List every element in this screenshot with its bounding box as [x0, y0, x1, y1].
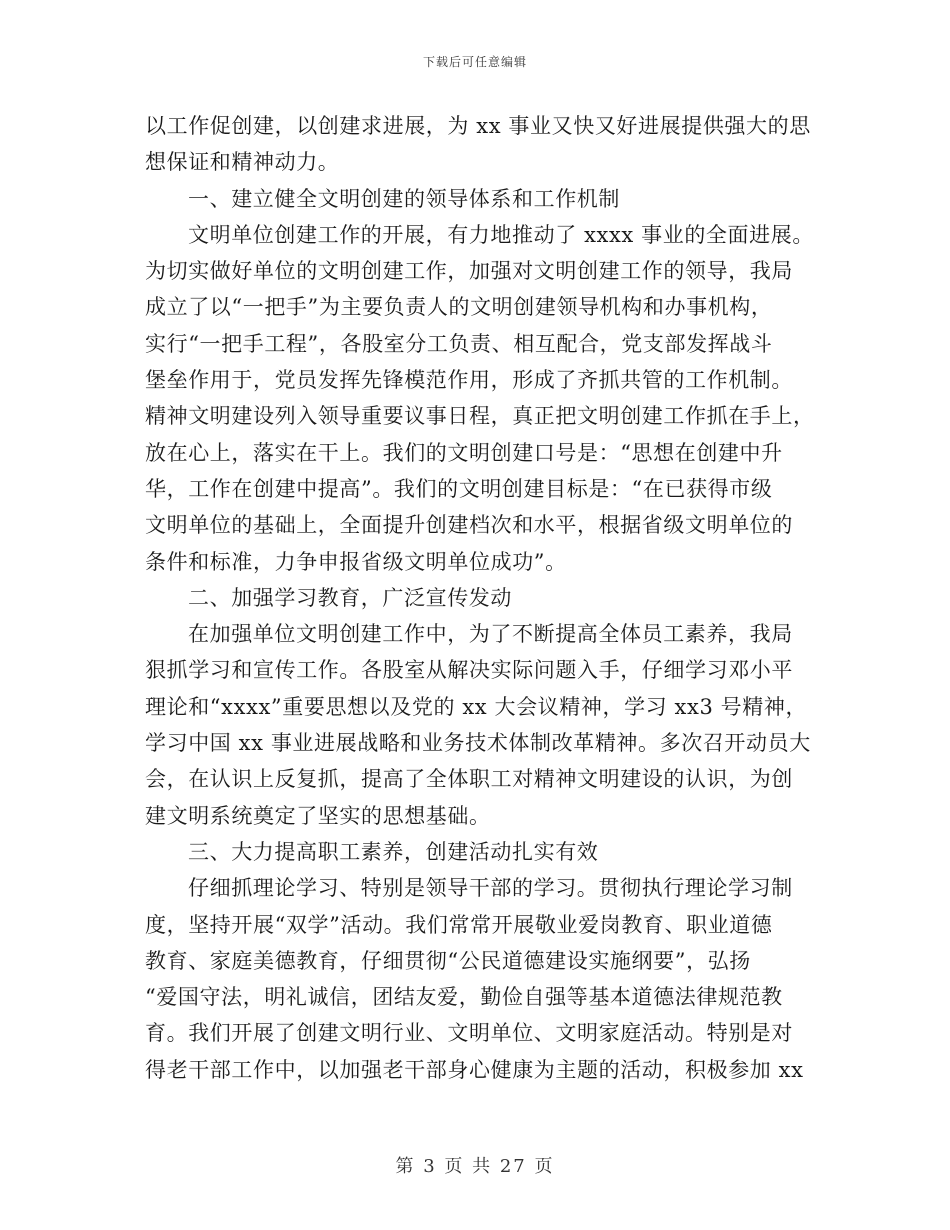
- text-line: 教育、家庭美德教育，仔细贯彻“公民道德建设实施纲要”，弘扬: [145, 948, 751, 973]
- paragraph-first-line: 一、建立健全文明创建的领导体系和工作机制: [188, 186, 620, 211]
- page-number: 第 3 页 共 27 页: [395, 1156, 555, 1177]
- paragraph-first-line: 在加强单位文明创建工作中，为了不断提高全体员工素养，我局: [188, 622, 793, 647]
- text-line: 学习中国 xx 事业进展战略和业务技术体制改革精神。多次召开动员大: [145, 731, 811, 756]
- paragraph-first-line: 三、大力提高职工素养，创建活动扎实有效: [188, 839, 599, 864]
- text-line: 想保证和精神动力。: [145, 150, 340, 175]
- text-line: 实行“一把手工程”，各股室分工负责、相互配合，党支部发挥战斗: [145, 331, 773, 356]
- text-line: 为切实做好单位的文明创建工作，加强对文明创建工作的领导，我局: [145, 259, 793, 284]
- text-line: 会，在认识上反复抓，提高了全体职工对精神文明建设的认识，为创: [145, 767, 793, 792]
- text-line: 华，工作在创建中提高”。我们的文明创建目标是：“在已获得市级: [145, 476, 773, 501]
- paragraph-first-line: 二、加强学习教育，广泛宣传发动: [188, 585, 512, 610]
- text-line: 狠抓学习和宣传工作。各股室从解决实际问题入手，仔细学习邓小平: [145, 658, 793, 683]
- paragraph-first-line: 仔细抓理论学习、特别是领导干部的学习。贯彻执行理论学习制: [188, 876, 793, 901]
- text-line: 得老干部工作中，以加强老干部身心健康为主题的活动，积极参加 xx: [145, 1057, 804, 1082]
- text-line: 堡垒作用于，党员发挥先锋模范作用，形成了齐抓共管的工作机制。: [145, 368, 793, 393]
- paragraph-first-line: 文明单位创建工作的开展，有力地推动了 xxxx 事业的全面进展。: [188, 222, 814, 247]
- text-line: 放在心上，落实在干上。我们的文明创建口号是：“思想在创建中升: [145, 440, 783, 465]
- document-body: [145, 108, 815, 1088]
- header-note: 下载后可任意编辑: [422, 55, 527, 69]
- text-line: 文明单位的基础上，全面提升创建档次和水平，根据省级文明单位的: [145, 513, 793, 538]
- text-line: 度，坚持开展“双学”活动。我们常常开展敬业爱岗教育、职业道德: [145, 912, 773, 937]
- text-line: “爱国守法，明礼诚信，团结友爱，勤俭自强等基本道德法律规范教: [145, 985, 783, 1010]
- text-line: 育。我们开展了创建文明行业、文明单位、文明家庭活动。特别是对: [145, 1021, 793, 1046]
- text-line: 理论和“xxxx”重要思想以及党的 xx 大会议精神，学习 xx3 号精神，: [145, 694, 808, 719]
- text-line: 精神文明建设列入领导重要议事日程，真正把文明创建工作抓在手上，: [145, 404, 815, 429]
- text-line: 以工作促创建，以创建求进展，为 xx 事业又快又好进展提供强大的思: [145, 114, 811, 138]
- text-line: 条件和标准，力争申报省级文明单位成功”。: [145, 549, 567, 574]
- text-line: 建文明系统奠定了坚实的思想基础。: [145, 803, 491, 828]
- text-line: 成立了以“一把手”为主要负责人的文明创建领导机构和办事机构，: [145, 295, 773, 320]
